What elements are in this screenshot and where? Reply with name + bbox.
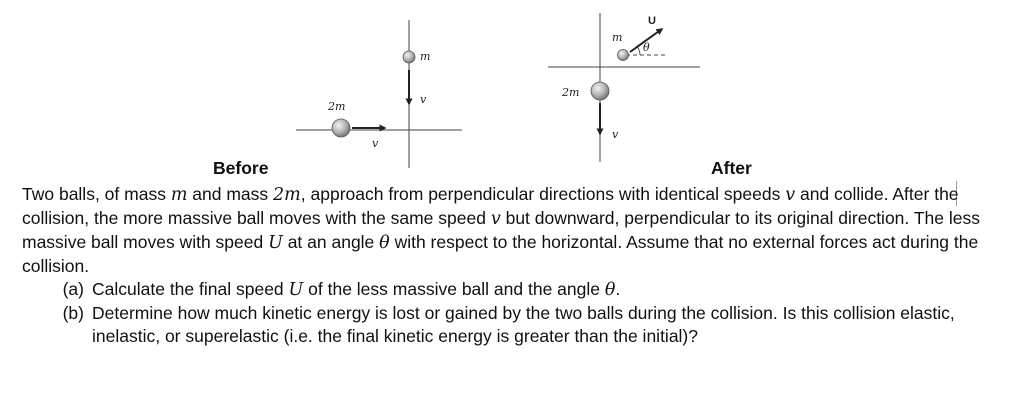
caption-before: Before <box>213 158 269 178</box>
intro-text: , approach from perpendicular directions with identical speeds <box>300 184 786 204</box>
label-mass-2m-after: 2m <box>562 86 580 99</box>
problem-statement <box>22 183 1007 348</box>
math-v: v <box>490 209 501 229</box>
angle-arc <box>638 47 641 55</box>
label-speed-U: U <box>648 15 656 27</box>
question-b <box>22 302 1007 348</box>
math-2m: 2m <box>273 185 301 205</box>
label-speed-v-horizontal-before: v <box>372 137 379 150</box>
collision-figure <box>0 0 1024 180</box>
intro-text: and collide. After the collision, the more massive ball moves with the same speed <box>22 184 959 228</box>
question-text <box>92 278 1007 302</box>
question-a-text: Calculate the final speed <box>92 279 289 299</box>
before-diagram <box>296 20 462 168</box>
intro-text: with respect to the horizontal. Assume that no external forces act during the collision. <box>22 232 979 276</box>
math-theta: θ <box>604 280 616 300</box>
intro-text: but downward, perpendicular to its original direction. The less massive ball moves with speed <box>22 208 980 252</box>
intro-text: and mass <box>187 184 274 204</box>
question-b-text: Determine how much kinetic energy is lost or gained by the two balls during the collision. Is this collision elastic, inelastic, or superelastic (i.e. the final kinetic energy is greater than the initial)? <box>92 303 955 346</box>
intro-text: at an angle <box>282 232 380 252</box>
label-angle-theta: θ <box>643 41 650 54</box>
math-theta: θ <box>379 233 390 253</box>
math-U: U <box>288 280 304 300</box>
ball-2m-after <box>591 82 609 100</box>
question-a-text: of the less massive ball and the angle <box>303 279 605 299</box>
ball-2m-before <box>332 119 350 137</box>
intro-text: Two balls, of mass <box>22 184 171 204</box>
problem-intro <box>22 183 1007 278</box>
label-mass-m-before: m <box>420 50 431 63</box>
question-marker: (b) <box>62 303 84 323</box>
question-a-text: . <box>615 279 621 299</box>
caption-after: After <box>711 158 752 178</box>
question-marker: (a) <box>62 279 84 299</box>
label-speed-v-vertical-before: v <box>420 93 427 106</box>
ball-m-after <box>618 50 629 61</box>
label-mass-2m-before: 2m <box>328 100 346 113</box>
label-mass-m-after: m <box>612 31 623 44</box>
question-a <box>22 278 1007 302</box>
after-diagram <box>548 13 700 162</box>
label-speed-v-after: v <box>612 128 619 141</box>
math-U: U <box>268 233 283 253</box>
math-v: v <box>785 185 796 205</box>
math-m: m <box>170 185 188 205</box>
ball-m-before <box>403 51 415 63</box>
